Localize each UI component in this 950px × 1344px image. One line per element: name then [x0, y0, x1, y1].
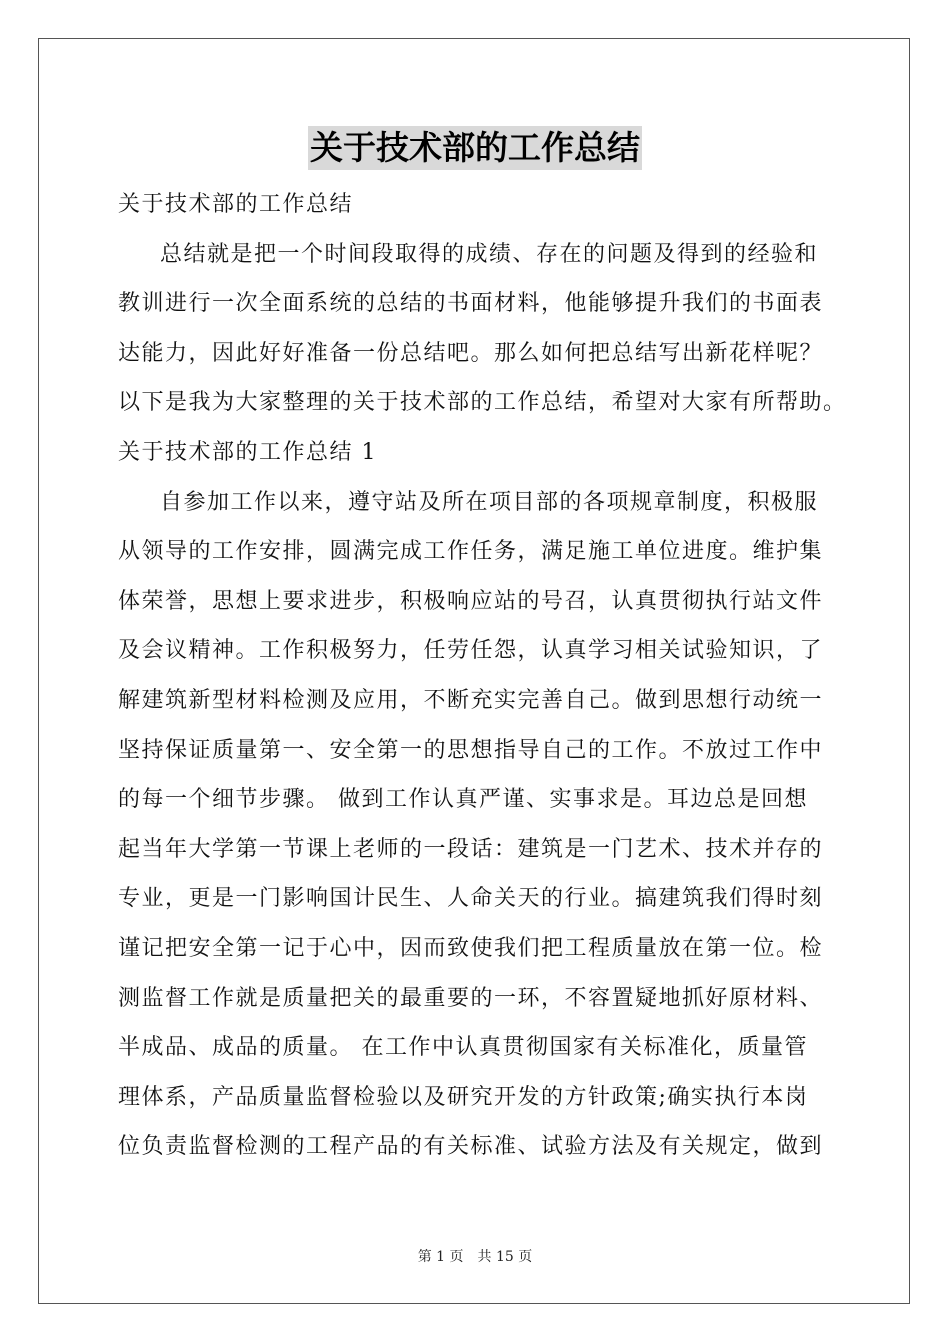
text-line: 自参加工作以来，遵守站及所在项目部的各项规章制度，积极服 — [160, 489, 819, 515]
text-line: 解建筑新型材料检测及应用，不断充实完善自己。做到思想行动统一 — [118, 687, 824, 713]
text-line: 半成品、成品的质量。 在工作中认真贯彻国家有关标准化，质量管 — [118, 1035, 808, 1061]
document-body — [118, 180, 847, 1172]
text-line: 起当年大学第一节课上老师的一段话：建筑是一门艺术、技术并存的 — [118, 836, 824, 862]
text-line: 总结就是把一个时间段取得的成绩、存在的问题及得到的经验和 — [160, 241, 819, 267]
text-line: 的每一个细节步骤。 做到工作认真严谨、实事求是。耳边总是回想 — [118, 787, 808, 813]
text-line: 以下是我为大家整理的关于技术部的工作总结，希望对大家有所帮助。 — [118, 390, 847, 416]
page-number: 第 1 页 — [417, 1249, 464, 1265]
text-line: 及会议精神。工作积极努力，任劳任怨，认真学习相关试验知识，了 — [118, 638, 824, 664]
text-line: 达能力，因此好好准备一份总结吧。那么如何把总结写出新花样呢？ — [118, 340, 824, 366]
text-line: 关于技术部的工作总结 1 — [118, 439, 377, 465]
text-line: 关于技术部的工作总结 — [118, 192, 354, 217]
text-line: 位负责监督检测的工程产品的有关标准、试验方法及有关规定，做到 — [118, 1134, 824, 1160]
text-line: 测监督工作就是质量把关的最重要的一环，不容置疑地抓好原材料、 — [118, 985, 824, 1011]
text-line: 谨记把安全第一记于心中，因而致使我们把工程质量放在第一位。检 — [118, 935, 824, 961]
text-line: 坚持保证质量第一、安全第一的思想指导自己的工作。不放过工作中 — [118, 737, 824, 763]
text-line: 理体系，产品质量监督检验以及研究开发的方针政策;确实执行本岗 — [118, 1084, 809, 1110]
text-line: 教训进行一次全面系统的总结的书面材料，他能够提升我们的书面表 — [118, 291, 824, 317]
page-total: 共 15 页 — [477, 1249, 533, 1265]
text-line: 专业，更是一门影响国计民生、人命关天的行业。搞建筑我们得时刻 — [118, 886, 824, 912]
text-line: 从领导的工作安排，圆满完成工作任务，满足施工单位进度。维护集 — [118, 539, 824, 565]
title-container — [0, 126, 950, 170]
page-footer — [0, 1247, 950, 1267]
document-title: 关于技术部的工作总结 — [308, 126, 642, 170]
text-line: 体荣誉，思想上要求进步，积极响应站的号召，认真贯彻执行站文件 — [118, 588, 824, 614]
